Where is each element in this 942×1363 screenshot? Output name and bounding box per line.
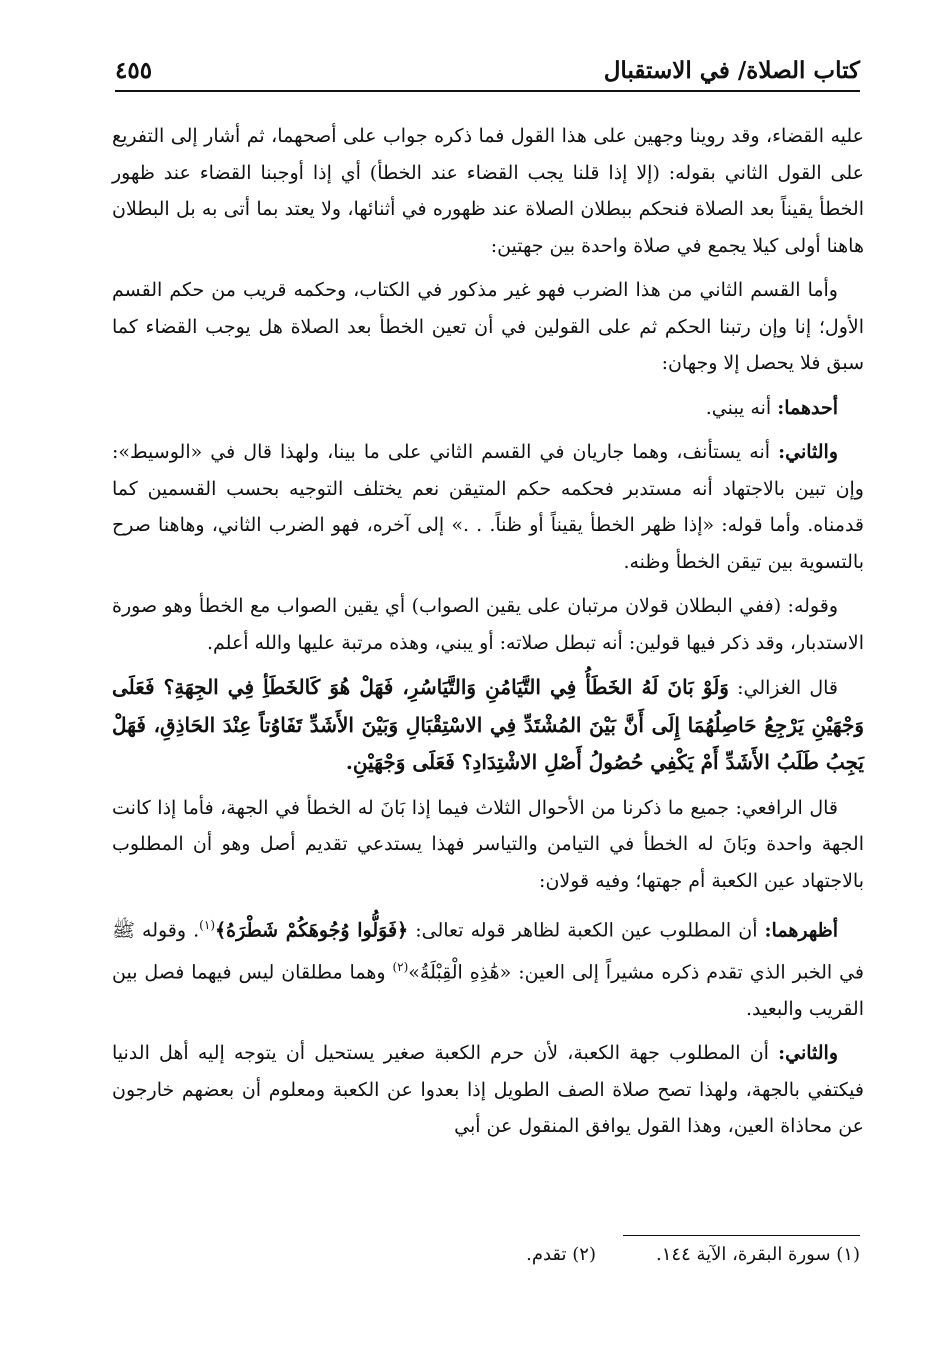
footnote: (٢) تقدم. xyxy=(526,1244,596,1265)
paragraph xyxy=(112,390,864,427)
quote-attribution: قال الغزالي: xyxy=(728,677,838,699)
paragraph-lead: والثاني: xyxy=(778,441,838,463)
paragraph xyxy=(112,907,864,1027)
footnote-ref: (١) xyxy=(199,918,215,932)
paragraph-text: أنه يستأنف، وهما جاريان في القسم الثاني على ما بينا، ولهذا قال في «الوسيط»: وإن تبين بالاجتهاد أنه مستدبر فحكمه حكم المتيقن نعم يختلف التوجيه بحسب القسمين كما قدمناه. وأما قوله: «إذا ظهر الخطأ يقيناً أو ظناً. . .» إلى آخره، فهو الضرب الثاني، وهاهنا صرح بالتسوية بين تيقن الخطأ وظنه. xyxy=(112,441,864,573)
paragraph-lead: أظهرهما: xyxy=(764,919,838,942)
paragraph xyxy=(112,1035,864,1145)
ghazali-quote xyxy=(112,669,864,782)
page-number: ٤٥٥ xyxy=(115,56,153,84)
footnote-divider xyxy=(623,1235,860,1236)
paragraph-text: أن المطلوب جهة الكعبة، لأن حرم الكعبة صغير يستحيل أن يتوجه إليه أهل الدنيا فيكتفي بالجهة، ولهذا تصح صلاة الصف الطويل إذا بعدوا عن الكعبة ومعلوم أن بعضهم خارجون عن محاذاة العين، وهذا القول يوافق المنقول عن أبي xyxy=(112,1042,864,1138)
paragraph-text: أن المطلوب عين الكعبة لظاهر قوله تعالى: xyxy=(408,919,765,942)
footnote-ref: (٢) xyxy=(392,959,409,974)
paragraph: وقوله: (ففي البطلان قولان مرتبان على يقين الصواب) أي يقين الصواب مع الخطأ وهو صورة الاستدبار، وقد ذكر فيها قولين: أنه تبطل صلاته: أو يبني، وهذه مرتبة عليها والله أعلم. xyxy=(112,595,864,654)
quote-text: وَلَوْ بَانَ لَهُ الخَطَأُ فِي التَّيَامُنِ وَالتَّيَاسُرِ، فَهَلْ هُوَ كَالخَطَأِ فِي الجِهَةِ؟ فَعَلَى وَجْهَيْنِ يَرْجِعُ حَاصِلُهُمَا إِلَى أَنَّ بَيْنَ المُشْتَدِّ فِي الاسْتِقْبَالِ وَبَيْنَ الأَشَدِّ تَفَاوُتاً عِنْدَ الحَاذِقِ، فَهَلْ يَجِبُ طَلَبُ الأَشَدِّ أَمْ يَكْفِي حُصُولُ أَصْلِ الاشْتِدَادِ؟ فَعَلَى وَجْهَيْنِ. xyxy=(112,675,864,774)
footnotes xyxy=(380,1244,860,1265)
paragraph-text: . وقوله ﷺ في الخبر الذي تقدم ذكره مشيراً إلى العين: «هَٰذِهِ الْقِبْلَةُ» xyxy=(112,919,865,984)
paragraph-lead: أحدهما: xyxy=(777,396,838,419)
footnote: (١) سورة البقرة، الآية ١٤٤. xyxy=(656,1244,860,1265)
paragraph: قال الرافعي: جميع ما ذكرنا من الأحوال الثلاث فيما إذا بَانَ له الخطأ في الجهة، فأما إذا كانت الجهة واحدة وبَانَ له الخطأ في التيامن والتياسر فهذا يستدعي تقديم أصل وهو أن المطلوب بالاجتهاد عين الكعبة أم جهتها؛ وفيه قولان: xyxy=(112,796,864,892)
paragraph xyxy=(112,434,864,580)
paragraph-text: أنه يبني. xyxy=(705,396,778,419)
page-header xyxy=(115,50,860,92)
paragraph: عليه القضاء، وقد روينا وجهين على هذا القول فما ذكره جواب على أصحهما، ثم أشار إلى التفريع على القول الثاني بقوله: (إلا إذا قلنا يجب القضاء عند الخطأ) أي إذا أوجبنا القضاء عند ظهور الخطأ يقيناً بعد الصلاة فنحكم ببطلان الصلاة عند ظهوره في أثنائها، ولا يعتد بما أتى به بل البطلان هاهنا أولى كيلا يجمع في صلاة واحدة بين جهتين: xyxy=(112,125,864,257)
paragraph-text: وهما مطلقان ليس فيهما فصل بين القريب والبعيد. xyxy=(112,961,864,1020)
paragraph-lead: والثاني: xyxy=(778,1042,838,1065)
quran-verse: ﴿فَوَلُّوا وُجُوهَكُمْ شَطْرَهُ﴾ xyxy=(215,919,409,942)
paragraph: وأما القسم الثاني من هذا الضرب فهو غير مذكور في الكتاب، وحكمه قريب من حكم القسم الأول؛ إنا وإن رتبنا الحكم ثم على القولين في أن تعين الخطأ بعد الصلاة هل يوجب القضاء كما سبق فلا يحصل إلا وجهان: xyxy=(112,279,864,374)
main-text xyxy=(112,118,864,1153)
running-title: كتاب الصلاة/ في الاستقبال xyxy=(603,56,860,84)
